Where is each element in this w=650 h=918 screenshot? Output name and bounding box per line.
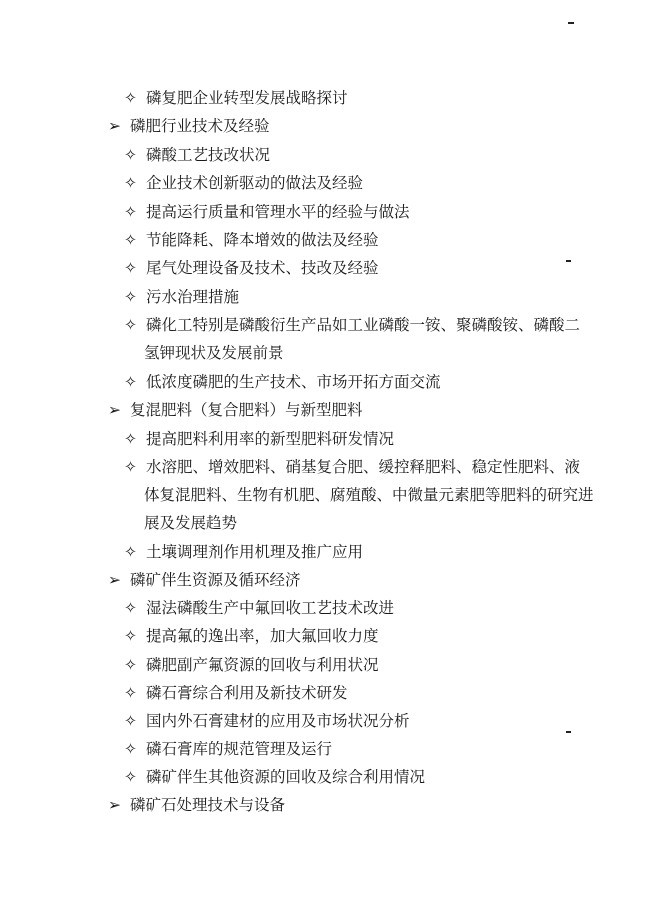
four-point-star-bullet-icon: ✧: [124, 203, 137, 221]
sub-item: ✧ 磷酸工艺技改状况: [124, 146, 271, 164]
sub-item: ✧ 磷矿伴生其他资源的回收及综合利用情况: [124, 768, 426, 786]
four-point-star-bullet-icon: ✧: [124, 288, 137, 306]
four-point-star-bullet-icon: ✧: [124, 316, 137, 334]
four-point-star-bullet-icon: ✧: [124, 599, 137, 617]
sub-item: ✧ 水溶肥、增效肥料、硝基复合肥、缓控释肥料、稳定性肥料、液: [124, 458, 581, 476]
arrowhead-bullet-icon: ➢: [108, 401, 121, 419]
sub-item: ✧ 磷化工特别是磷酸衍生产品如工业磷酸一铵、聚磷酸铵、磷酸二: [124, 316, 581, 334]
sub-item: ✧ 提高运行质量和管理水平的经验与做法: [124, 203, 410, 221]
four-point-star-bullet-icon: ✧: [124, 146, 137, 164]
sub-item: ✧ 土壤调理剂作用机理及推广应用: [124, 543, 364, 561]
four-point-star-bullet-icon: ✧: [124, 373, 137, 391]
four-point-star-bullet-icon: ✧: [124, 712, 137, 730]
scan-speck: [568, 22, 574, 24]
arrowhead-bullet-icon: ➢: [108, 571, 121, 589]
section-heading: ➢ 磷肥行业技术及经验: [108, 117, 270, 135]
sub-item-continuation: 氢钾现状及发展前景: [144, 344, 284, 362]
four-point-star-bullet-icon: ✧: [124, 768, 137, 786]
sub-item: ✧ 提高肥料利用率的新型肥料研发情况: [124, 430, 395, 448]
sub-item: ✧ 污水治理措施: [124, 288, 240, 306]
four-point-star-bullet-icon: ✧: [124, 174, 137, 192]
scan-speck: [566, 260, 571, 262]
four-point-star-bullet-icon: ✧: [124, 89, 137, 107]
sub-item: ✧ 节能降耗、降本增效的做法及经验: [124, 231, 379, 249]
four-point-star-bullet-icon: ✧: [124, 458, 137, 476]
sub-item: ✧ 提高氟的逸出率，加大氟回收力度: [124, 627, 379, 645]
sub-item: ✧ 国内外石膏建材的应用及市场状况分析: [124, 712, 410, 730]
four-point-star-bullet-icon: ✧: [124, 740, 137, 758]
sub-item-continuation: 展及发展趋势: [144, 514, 238, 532]
scan-speck: [566, 731, 571, 733]
four-point-star-bullet-icon: ✧: [124, 259, 137, 277]
four-point-star-bullet-icon: ✧: [124, 627, 137, 645]
section-heading: ➢ 磷矿伴生资源及循环经济: [108, 571, 301, 589]
section-heading: ➢ 磷矿石处理技术与设备: [108, 796, 286, 814]
arrowhead-bullet-icon: ➢: [108, 796, 121, 814]
four-point-star-bullet-icon: ✧: [124, 656, 137, 674]
four-point-star-bullet-icon: ✧: [124, 231, 137, 249]
sub-item: ✧ 尾气处理设备及技术、技改及经验: [124, 259, 379, 277]
four-point-star-bullet-icon: ✧: [124, 430, 137, 448]
arrowhead-bullet-icon: ➢: [108, 117, 121, 135]
sub-item: ✧ 磷石膏综合利用及新技术研发: [124, 684, 348, 702]
sub-item: ✧ 低浓度磷肥的生产技术、市场开拓方面交流: [124, 373, 441, 391]
sub-item: ✧ 企业技术创新驱动的做法及经验: [124, 174, 364, 192]
section-heading: ➢ 复混肥料（复合肥料）与新型肥料: [108, 401, 363, 419]
four-point-star-bullet-icon: ✧: [124, 684, 137, 702]
sub-item: ✧ 磷肥副产氟资源的回收与利用状况: [124, 656, 379, 674]
four-point-star-bullet-icon: ✧: [124, 543, 137, 561]
sub-item: ✧ 磷石膏库的规范管理及运行: [124, 740, 333, 758]
sub-item-continuation: 体复混肥料、生物有机肥、腐殖酸、中微量元素肥等肥料的研究进: [144, 486, 594, 504]
sub-item: ✧ 湿法磷酸生产中氟回收工艺技术改进: [124, 599, 395, 617]
sub-item: ✧ 磷复肥企业转型发展战略探讨: [124, 89, 348, 107]
